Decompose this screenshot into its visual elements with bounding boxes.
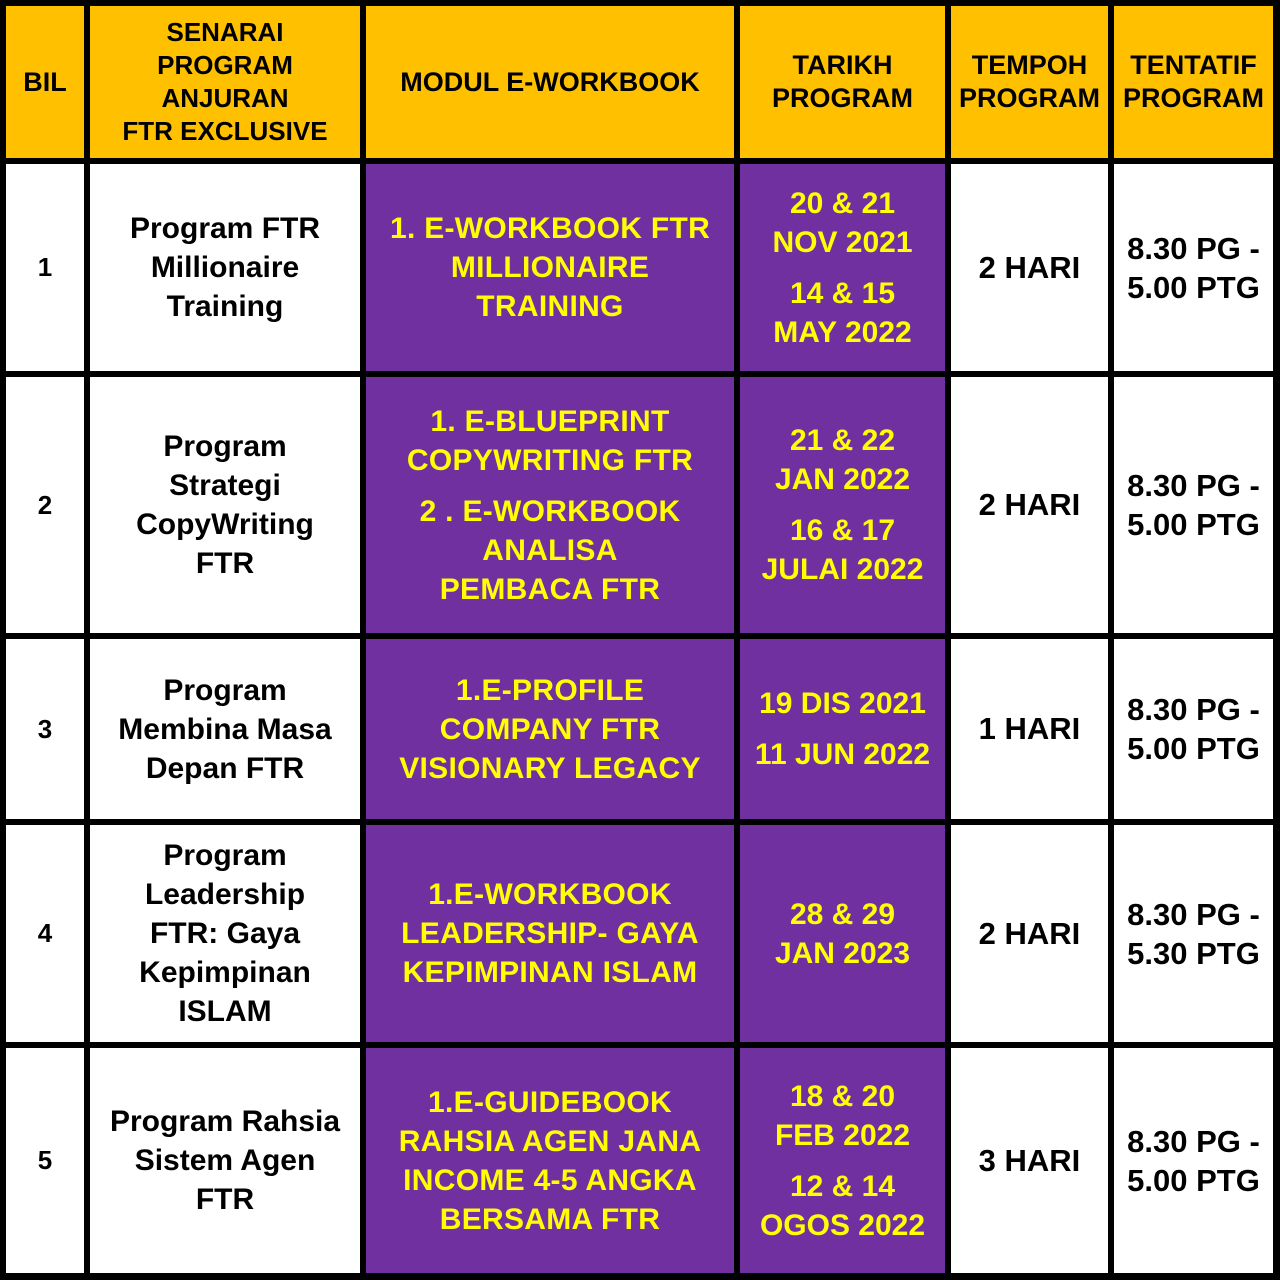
program-date-line: JAN 2023	[774, 936, 911, 970]
header-program-list	[90, 6, 360, 158]
program-time-line: 8.30 PG -	[1127, 1123, 1260, 1159]
program-date-line: 21 & 22	[789, 424, 896, 457]
program-duration	[951, 1048, 1108, 1273]
header-duration-label: TEMPOH	[971, 50, 1088, 80]
program-name-line: Depan FTR	[145, 751, 305, 785]
header-tentative	[1114, 6, 1273, 158]
program-name	[90, 1048, 360, 1273]
program-date-line: JULAI 2022	[761, 553, 924, 586]
module-name-line: PEMBACA FTR	[439, 572, 661, 606]
module-name-line: INCOME 4-5 ANGKA	[403, 1163, 697, 1197]
program-name-line: Kepimpinan	[139, 956, 311, 989]
program-name-line: Program	[163, 839, 287, 872]
module-name-line: LEADERSHIP- GAYA	[401, 917, 699, 950]
program-time-line: 5.00 PTG	[1127, 731, 1260, 766]
row-number-text: 5	[37, 1145, 53, 1175]
header-date-label: TARIKH	[792, 50, 893, 80]
program-name-line: Millionaire	[150, 251, 300, 284]
header-program-list-label: SENARAI	[166, 17, 284, 47]
program-dates	[740, 164, 945, 371]
program-time	[1114, 639, 1273, 819]
program-time	[1114, 825, 1273, 1042]
program-name-line: FTR	[195, 547, 255, 580]
program-duration-text: 3 HARI	[978, 1142, 1081, 1178]
program-date-line: 14 & 15	[789, 276, 896, 310]
header-bil-label: BIL	[23, 66, 67, 97]
program-date-line: NOV 2021	[772, 225, 913, 259]
program-time	[1114, 164, 1273, 371]
row-number-text: 2	[37, 489, 53, 520]
row-number	[6, 377, 84, 633]
header-tentative-label: PROGRAM	[1123, 83, 1264, 113]
program-name-line: CopyWriting	[136, 508, 314, 541]
module-name-line: BERSAMA FTR	[439, 1202, 661, 1236]
program-time-line: 5.00 PTG	[1127, 507, 1260, 542]
program-date-line: 11 JUN 2022	[754, 738, 931, 771]
program-date-line: 28 & 29	[789, 897, 896, 931]
program-name-line: FTR: Gaya	[149, 917, 301, 950]
row-number	[6, 164, 84, 371]
module-name-line: COMPANY FTR	[439, 712, 661, 746]
module-name-line: KEPIMPINAN ISLAM	[402, 956, 698, 989]
program-dates	[740, 1048, 945, 1273]
program-date-line: JAN 2022	[774, 463, 911, 496]
header-bil	[6, 6, 84, 158]
header-tentative-label: TENTATIF	[1130, 50, 1257, 80]
module-name-line: 2 . E-WORKBOOK	[419, 494, 681, 528]
program-date-line: 12 & 14	[789, 1169, 896, 1203]
header-module	[366, 6, 734, 158]
row-number-text: 3	[37, 713, 53, 744]
program-dates	[740, 639, 945, 819]
row-number-text: 4	[37, 918, 53, 948]
module-name-line: 1. E-BLUEPRINT	[430, 404, 670, 438]
module-name	[366, 377, 734, 633]
module-name-line: 1. E-WORKBOOK FTR	[389, 212, 711, 245]
program-date-line: 19 DIS 2021	[759, 687, 926, 720]
program-time-line: 8.30 PG -	[1127, 692, 1260, 727]
program-duration	[951, 377, 1108, 633]
program-name-line: Program Rahsia	[109, 1105, 341, 1138]
program-name-line: ISLAM	[178, 995, 272, 1028]
program-date-line: 16 & 17	[789, 514, 896, 547]
program-duration	[951, 825, 1108, 1042]
row-number	[6, 825, 84, 1042]
program-name-line: FTR	[195, 1183, 255, 1216]
header-program-list-label: PROGRAM	[157, 50, 293, 80]
program-name-line: Sistem Agen	[134, 1144, 316, 1177]
program-name-line: Program	[163, 430, 287, 463]
program-time	[1114, 1048, 1273, 1273]
program-name-line: Program	[163, 673, 287, 707]
module-name-line: 1.E-GUIDEBOOK	[428, 1085, 672, 1119]
program-dates	[740, 377, 945, 633]
program-date-line: OGOS 2022	[759, 1208, 926, 1242]
program-duration	[951, 164, 1108, 371]
program-name	[90, 639, 360, 819]
module-name-line: 1.E-PROFILE	[455, 673, 645, 707]
header-date	[740, 6, 945, 158]
header-module-label: MODUL E-WORKBOOK	[400, 66, 700, 97]
module-name	[366, 164, 734, 371]
program-dates	[740, 825, 945, 1042]
program-date-line: MAY 2022	[773, 315, 912, 349]
module-name-line: MILLIONAIRE	[450, 251, 650, 284]
program-duration-text: 1 HARI	[978, 711, 1081, 746]
module-name-line: RAHSIA AGEN JANA	[398, 1124, 702, 1158]
program-date-line: FEB 2022	[774, 1118, 911, 1152]
program-name-line: Training	[166, 290, 284, 323]
header-duration-label: PROGRAM	[959, 83, 1100, 113]
program-time-line: 8.30 PG -	[1127, 468, 1260, 503]
module-name-line: ANALISA	[482, 533, 618, 567]
module-name-line: 1.E-WORKBOOK	[428, 878, 672, 911]
program-name	[90, 825, 360, 1042]
program-duration-text: 2 HARI	[978, 487, 1081, 522]
program-date-line: 20 & 21	[789, 186, 896, 220]
program-time	[1114, 377, 1273, 633]
program-duration-text: 2 HARI	[978, 915, 1081, 951]
program-duration	[951, 639, 1108, 819]
module-name-line: COPYWRITING FTR	[406, 443, 694, 477]
program-name	[90, 164, 360, 371]
header-program-list-label: FTR EXCLUSIVE	[122, 116, 328, 146]
row-number	[6, 639, 84, 819]
module-name-line: VISIONARY LEGACY	[399, 751, 701, 785]
row-number	[6, 1048, 84, 1273]
program-time-line: 5.00 PTG	[1127, 1162, 1260, 1198]
program-time-line: 5.00 PTG	[1127, 269, 1260, 305]
program-name-line: Membina Masa	[118, 712, 332, 746]
program-name	[90, 377, 360, 633]
module-name-line: TRAINING	[476, 290, 624, 323]
header-program-list-label: ANJURAN	[161, 83, 289, 113]
header-date-label: PROGRAM	[772, 83, 913, 113]
module-name	[366, 1048, 734, 1273]
module-name	[366, 639, 734, 819]
program-time-line: 8.30 PG -	[1127, 230, 1260, 266]
program-time-line: 5.30 PTG	[1127, 935, 1260, 971]
program-name-line: Program FTR	[129, 212, 321, 245]
program-time-line: 8.30 PG -	[1127, 896, 1260, 932]
row-number-text: 1	[37, 252, 53, 282]
module-name	[366, 825, 734, 1042]
program-name-line: Leadership	[144, 878, 306, 911]
header-duration	[951, 6, 1108, 158]
program-duration-text: 2 HARI	[978, 249, 1081, 285]
program-name-line: Strategi	[169, 469, 281, 502]
program-date-line: 18 & 20	[789, 1079, 896, 1113]
